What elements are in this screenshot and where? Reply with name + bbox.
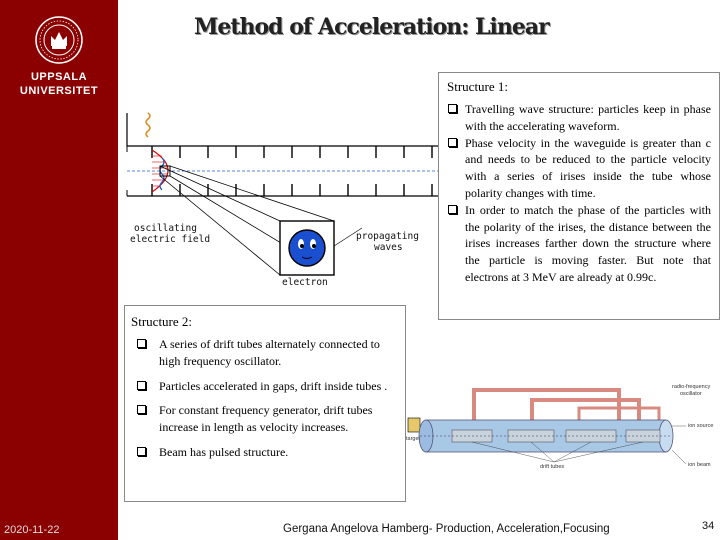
label-propagating: propagating bbox=[356, 231, 419, 242]
page-number: 34 bbox=[702, 520, 715, 532]
structure2-list bbox=[131, 336, 397, 461]
label-drift-tubes: drift tubes bbox=[540, 464, 565, 470]
footer-text: Gergana Angelova Hamberg- Production, Acceleration,Focusing bbox=[283, 523, 610, 535]
list-item: Phase velocity in the waveguide is greater than c and needs to be reduced to the particle velocity with a series of irises inside the tube whose polarity changes with time. bbox=[445, 135, 711, 202]
label-ion-source: ion source bbox=[688, 423, 714, 429]
slide-title: Method of Acceleration: Linear bbox=[194, 14, 549, 40]
label-electron: electron bbox=[282, 277, 328, 288]
drift-tube-diagram bbox=[404, 380, 720, 475]
sidebar bbox=[0, 0, 118, 540]
checkbox-bullet-icon bbox=[448, 138, 457, 147]
university-seal-icon bbox=[35, 16, 83, 64]
label-ion-beam: ion beam bbox=[688, 462, 711, 468]
structure1-heading: Structure 1: bbox=[447, 79, 509, 94]
slide-date: 2020-11-22 bbox=[4, 524, 60, 536]
checkbox-bullet-icon bbox=[137, 381, 146, 390]
label-target: target bbox=[406, 436, 421, 442]
list-item: A series of drift tubes alternately connected to high frequency oscillator. bbox=[131, 336, 397, 370]
label-electric-field: electric field bbox=[130, 234, 211, 245]
checkbox-bullet-icon bbox=[448, 205, 457, 214]
structure2-panel bbox=[124, 305, 406, 502]
list-item: Travelling wave structure: particles keep in phase with the accelerating waveform. bbox=[445, 101, 711, 135]
list-item: Beam has pulsed structure. bbox=[131, 444, 397, 461]
list-item: Particles accelerated in gaps, drift inside tubes . bbox=[131, 378, 397, 395]
structure2-heading: Structure 2: bbox=[131, 314, 193, 329]
structure1-panel bbox=[438, 72, 720, 320]
checkbox-bullet-icon bbox=[448, 104, 457, 113]
list-item: In order to match the phase of the particles with the polarity of the irises, the distance between the irises increases farther down the structure where the particle is moving faster. But note that electrons at 3 MeV are already at 0.99c. bbox=[445, 202, 711, 286]
label-waves: waves bbox=[374, 242, 403, 253]
checkbox-bullet-icon bbox=[137, 339, 146, 348]
label-rf-oscillator-2: oscillator bbox=[680, 391, 702, 397]
checkbox-bullet-icon bbox=[137, 405, 146, 414]
list-item: For constant frequency generator, drift tubes increase in length as velocity increases. bbox=[131, 402, 397, 436]
label-oscillating: oscillating bbox=[134, 223, 197, 234]
structure1-list bbox=[445, 101, 711, 286]
university-name-line1: UPPSALA bbox=[30, 71, 88, 83]
university-name-line2: UNIVERSITET bbox=[19, 85, 99, 97]
travelling-wave-diagram bbox=[122, 108, 440, 298]
checkbox-bullet-icon bbox=[137, 447, 146, 456]
label-rf-oscillator-1: radio-frequency bbox=[672, 384, 711, 390]
